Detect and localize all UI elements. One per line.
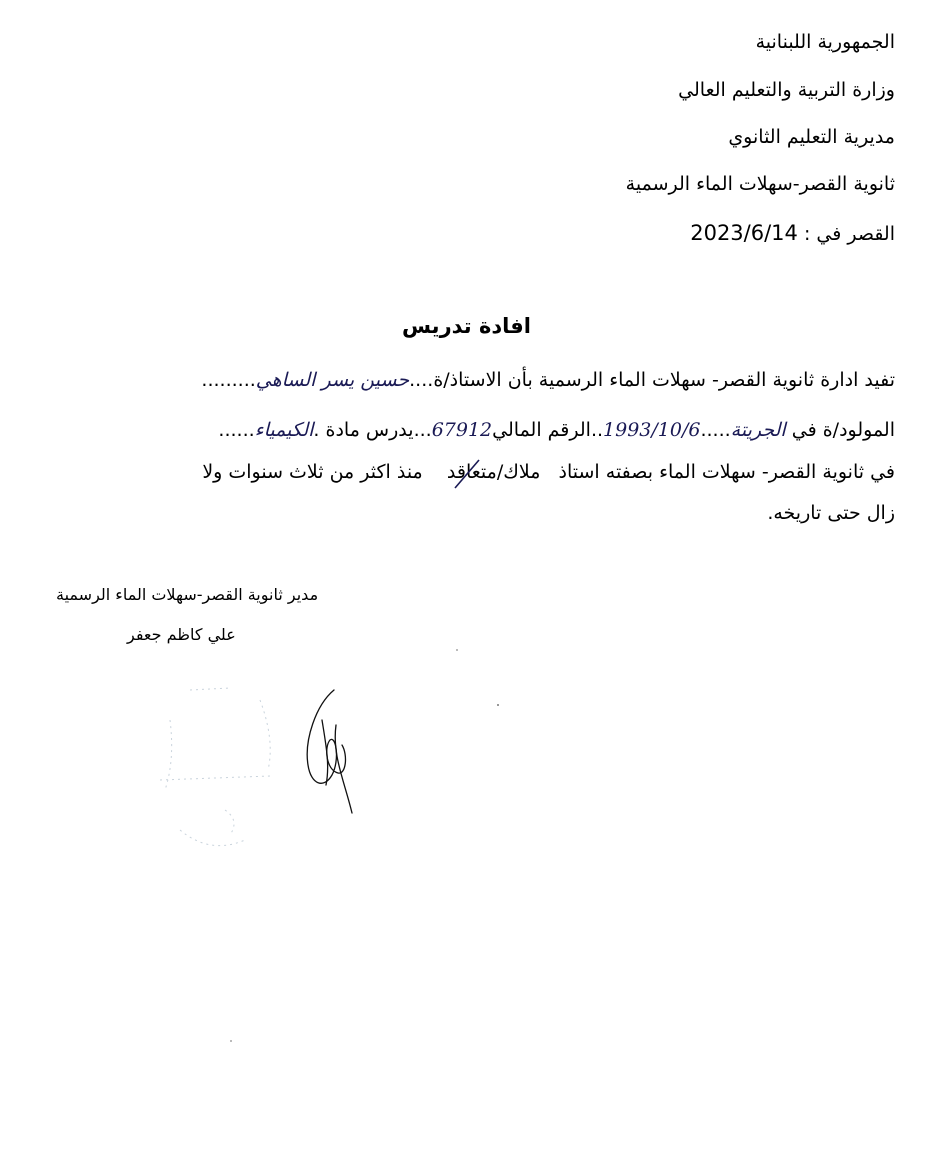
header-ministry: وزارة التربية والتعليم العالي <box>678 79 895 101</box>
status-contract-struck <box>447 460 497 484</box>
dots-1: .... <box>409 369 434 391</box>
official-stamp-icon <box>150 680 300 870</box>
financial-number-label: الرقم المالي <box>492 419 591 441</box>
header-republic: الجمهورية اللبنانية <box>755 31 895 53</box>
body-line-4: زال حتى تاريخه. <box>767 502 895 524</box>
dots-6: . <box>313 419 320 441</box>
status-contract: متعاقد <box>446 461 497 483</box>
teacher-name-handwritten: حسين يسر الساهي <box>255 369 410 391</box>
status-permanent: ملاك/ <box>496 461 541 483</box>
speck-3 <box>456 649 458 651</box>
date-label: القصر في : <box>803 223 895 245</box>
header-date <box>690 221 895 246</box>
financial-number-handwritten: 67912 <box>431 419 493 441</box>
body-line-3-text: في ثانوية القصر- سهلات الماء بصفته استاذ <box>558 461 895 483</box>
birthdate-handwritten: 1993/10/6 <box>603 419 701 441</box>
document-title: افادة تدريس <box>402 314 531 338</box>
dots-4: .. <box>590 419 604 441</box>
signatory-name: علي كاظم جعفر <box>127 625 236 644</box>
born-label: المولود/ة في <box>791 419 895 441</box>
body-line-2 <box>218 418 895 442</box>
signature-icon <box>296 685 366 820</box>
body-line-3 <box>202 460 895 484</box>
body-line-3-tail: منذ اكثر من ثلاث سنوات ولا <box>202 461 423 483</box>
dots-2: ......... <box>201 369 256 391</box>
date-value: 2023/6/14 <box>690 221 798 245</box>
body-line-1-text: تفيد ادارة ثانوية القصر- سهلات الماء الرسمية بأن الاستاذ/ة <box>433 369 895 391</box>
body-line-1 <box>201 368 895 392</box>
subject-label: يدرس مادة <box>325 419 414 441</box>
subject-handwritten: الكيمياء <box>254 419 314 441</box>
header-school: ثانوية القصر-سهلات الماء الرسمية <box>625 173 895 195</box>
birthplace-handwritten: الجريتة <box>730 419 786 441</box>
header-directorate: مديرية التعليم الثانوي <box>728 126 895 148</box>
speck-2 <box>230 1040 232 1042</box>
speck-1 <box>497 704 499 706</box>
strike-mark-icon <box>447 456 493 490</box>
dots-7: ...... <box>218 419 255 441</box>
dots-3: ..... <box>700 419 731 441</box>
signatory-role: مدير ثانوية القصر-سهلات الماء الرسمية <box>56 585 319 604</box>
dots-5: ... <box>413 419 432 441</box>
